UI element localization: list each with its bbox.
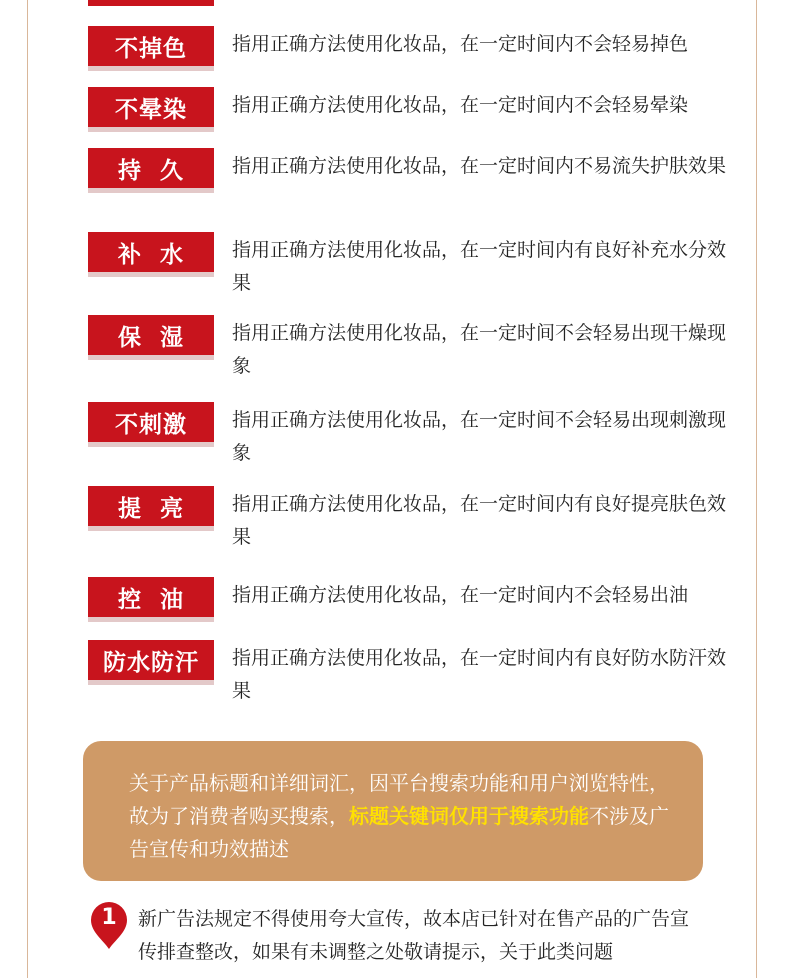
- search-keyword-notice: [83, 741, 703, 881]
- term-description: 指用正确方法使用化妆品，在一定时间内不会轻易出油: [232, 584, 689, 606]
- term-badge: 提 亮: [88, 486, 214, 526]
- term-description: 指用正确方法使用化妆品，在一定时间内有良好提亮肤色效果: [232, 493, 727, 548]
- advertising-law-note: 新广告法规定不得使用夸大宣传，故本店已针对在售产品的广告宣传排查整改，如果有未调整之处敬请提示，关于此类问题: [138, 908, 690, 963]
- number-pin-icon: [90, 902, 128, 950]
- term-badge: 保 湿: [88, 315, 214, 355]
- term-description: 指用正确方法使用化妆品，在一定时间内不会轻易晕染: [232, 94, 689, 116]
- term-description: 指用正确方法使用化妆品，在一定时间内有良好防水防汗效果: [232, 647, 727, 702]
- term-badge: 补 水: [88, 232, 214, 272]
- previous-badge-edge: [88, 0, 214, 6]
- term-badge: 不刺激: [88, 402, 214, 442]
- term-badge: 持 久: [88, 148, 214, 188]
- notice-text: [129, 767, 669, 866]
- note-number: 1: [101, 905, 117, 930]
- term-badge: 不掉色: [88, 26, 214, 66]
- term-description: 指用正确方法使用化妆品，在一定时间内有良好补充水分效果: [232, 239, 727, 294]
- term-badge: 不晕染: [88, 87, 214, 127]
- term-description: 指用正确方法使用化妆品，在一定时间内不易流失护肤效果: [232, 155, 727, 177]
- term-description: 指用正确方法使用化妆品，在一定时间内不会轻易掉色: [232, 33, 689, 55]
- term-description: 指用正确方法使用化妆品，在一定时间不会轻易出现干燥现象: [232, 322, 727, 377]
- notice-text-before: 关于产品标题和详细词汇，因平台搜索功能和用户浏览特性，故为了消费者购买搜索，: [129, 771, 669, 828]
- notice-highlight: 标题关键词仅用于搜索功能: [349, 804, 589, 828]
- term-description: 指用正确方法使用化妆品，在一定时间不会轻易出现刺激现象: [232, 409, 727, 464]
- notice-text-after: 不涉及广告宣传和功效描述: [129, 804, 669, 861]
- term-badge: 防水防汗: [88, 640, 214, 680]
- term-badge: 控 油: [88, 577, 214, 617]
